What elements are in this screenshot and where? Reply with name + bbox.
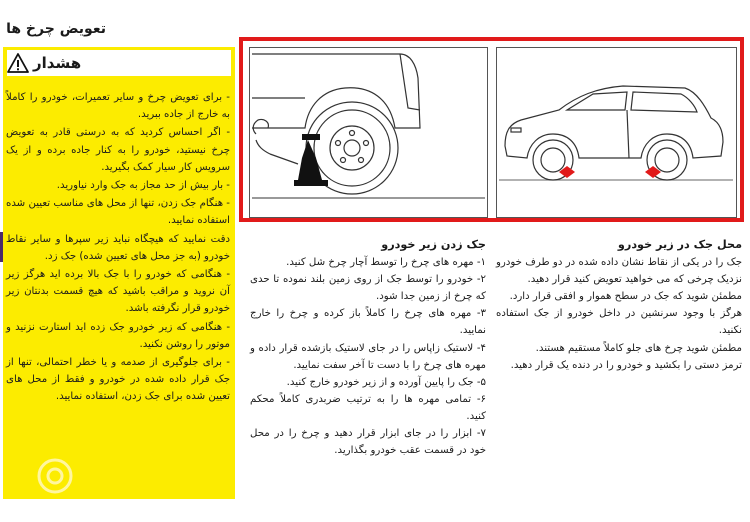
car-jack-points-illustration [496,47,737,218]
warning-paragraph: - اگر احساس کردید که به درستی قادر به تعویض چرخ نیستید، خودرو را به کنار جاده برده و از یک سرویس کار سیار کمک بگیرید. [6,127,230,173]
jack-location-paragraph: جک را در یکی از نقاط نشان داده شده در دو طرف خودرو نزدیک چرخی که می خواهید تعویض کنید قرار دهید. [496,257,742,286]
jack-illustration [249,47,488,218]
jack-location-paragraph: هرگز با وجود سرنشین در داخل خودرو از جک استفاده نکنید. [496,308,742,337]
procedure-step: ۲- خودرو را توسط جک از روی زمین بلند نموده تا حدی که چرخ از زمین جدا شود. [250,274,486,303]
warning-paragraph: - برای جلوگیری از صدمه و یا خطر احتمالی، تنها از جک قرار داده شده در خودرو و فقط از محل های تعیین شده برای جک زدن، استفاده نمایید. [6,357,230,403]
page-title: تعویض چرخ ها [6,21,106,37]
procedure-step: ۵- جک را پایین آورده و از زیر خودرو خارج کنید. [286,376,486,388]
jack-location-paragraph: ترمز دستی را بکشید و خودرو را در دنده یک قرار دهید. [510,359,742,371]
jack-location-paragraph: مطمئن شوید که جک در سطح هموار و افقی قرار دارد. [509,291,742,303]
warning-header [7,50,231,76]
procedure-step: ۶- تمامی مهره ها را به ترتیب ضربدری کاملاً محکم کنید. [250,393,486,422]
warning-paragraph: - هنگام جک زدن، تنها از محل های مناسب تعیین شده استفاده نمایید. [6,198,230,227]
warning-triangle-icon [7,53,29,73]
warning-paragraph: - هنگامی که خودرو را با جک بالا برده اید هرگز زیر آن نروید و مراقب باشید که هیچ قسمت بدنتان زیر خودرو قرار نگرفته باشد. [6,269,230,315]
warning-title: هشدار [33,54,82,72]
jack-location-paragraph: مطمئن شوید چرخ های جلو کاملاً مستقیم هستند. [535,342,742,354]
procedure-step: ۳- مهره های چرخ را کاملاً باز کرده و چرخ را خارج نمایید. [250,308,486,337]
warning-paragraph: - بار بیش از حد مجاز به جک وارد نیاورید. [56,180,230,192]
watermark-logo [30,456,80,496]
procedure-step: ۱- مهره های چرخ را توسط آچار چرخ شل کنید. [286,257,486,269]
warning-paragraph: - هنگامی که زیر خودرو جک زده اید استارت نزنید و موتور را روشن نکنید. [6,321,230,350]
warning-body [6,89,230,407]
jack-point-markers [559,166,661,178]
procedure-step: ۴- لاستیک زاپاس را در جای لاستیک بازشده قرار داده و مهره های چرخ را با دست تا آخر سفت نمایید. [250,342,486,371]
jacking-procedure-title: جک زدن زیر خودرو [381,238,486,251]
jacking-procedure-column [250,236,486,459]
procedure-step: ۷- ابزار را در جای ابزار قرار دهید و چرخ را در محل خود در قسمت عقب خودرو بگذارید. [250,428,486,457]
warning-paragraph: - برای تعویض چرخ و سایر تعمیرات، خودرو را کاملاً به خارج از جاده ببرید. [6,92,230,121]
jack-location-title: محل جک در زیر خودرو [617,238,742,251]
jack-location-column [496,236,742,374]
warning-paragraph: دقت نمایید که هیچگاه نباید زیر سپرها و سایر نقاط خودرو (به جز محل های تعیین شده) جک زد. [6,233,230,262]
